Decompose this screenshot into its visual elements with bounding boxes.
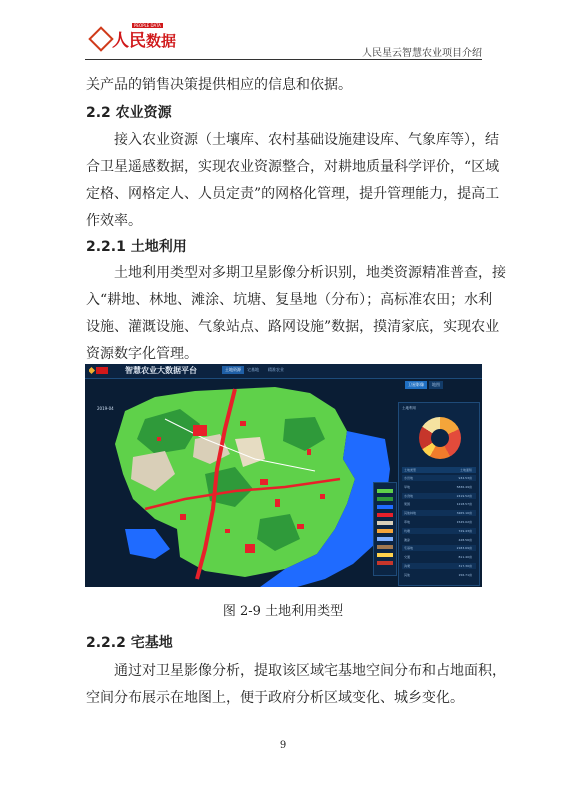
- paragraph-homestead: [86, 658, 506, 712]
- table-cell-area: 428.56亩: [458, 537, 472, 542]
- legend-swatch: [377, 537, 393, 541]
- dashboard-tab: 土地资源: [222, 366, 244, 374]
- table-cell-area: 2419.52亩: [456, 493, 472, 498]
- page-number: 9: [279, 740, 287, 751]
- table-cell-type: 滩涂: [404, 537, 411, 542]
- logo-wordmark: 人民数据: [112, 31, 177, 51]
- header-divider: [85, 59, 482, 60]
- map-date-label: 2019-04: [97, 406, 114, 411]
- dashboard-title: 智慧农业大数据平台: [125, 366, 197, 375]
- table-cell-type: 其他: [404, 572, 411, 577]
- table-cell-type: 草地: [404, 520, 411, 524]
- table-cell-area: 156.71亩: [458, 572, 472, 577]
- table-row: [402, 484, 476, 490]
- legend-swatch: [377, 513, 393, 517]
- legend-swatch: [377, 521, 393, 525]
- table-row: [402, 519, 476, 525]
- text-line: 资源数字化管理。: [86, 346, 198, 362]
- legend-swatch: [377, 505, 393, 509]
- logo-english: PEOPLE DATA: [134, 23, 161, 28]
- legend-swatch: [377, 553, 393, 557]
- table-cell-area: 5836.49亩: [456, 484, 472, 489]
- text-line: 设施、灌溉设施、气象站点、路网设施”数据，摸清家底，实现农业: [86, 319, 500, 335]
- table-header-cell: 土地面积: [459, 468, 472, 472]
- table-row: [402, 493, 476, 499]
- table-cell-type: 沟渠: [404, 564, 411, 568]
- dashboard-tab: 精准农业: [268, 367, 284, 372]
- table-cell-type: 水浇地: [404, 493, 414, 498]
- table-row: [402, 475, 476, 481]
- section-heading-2-2: 2.2 农业资源: [86, 105, 172, 121]
- table-cell-area: 1218.57亩: [456, 502, 472, 507]
- table-cell-type: 坑塘: [404, 528, 411, 533]
- table-row: [402, 554, 476, 560]
- toggle-map: 地图: [429, 381, 443, 389]
- paragraph-continued: 关产品的销售决策提供相应的信息和依据。: [86, 77, 352, 93]
- legend-swatch: [377, 561, 393, 565]
- legend-swatch: [377, 545, 393, 549]
- legend-swatch: [377, 529, 393, 533]
- table-cell-area: 729.43亩: [458, 528, 472, 533]
- dashboard-logo-icon: [89, 366, 109, 375]
- table-row: [402, 528, 476, 534]
- table-header: [402, 467, 476, 473]
- figure-caption: 图 2-9 土地利用类型: [222, 604, 344, 619]
- map-view-toggle: [405, 381, 445, 389]
- text-line: 土地利用类型对多期卫星影像分析识别，地类资源精准普查，接: [114, 265, 506, 281]
- table-row: [402, 537, 476, 543]
- table-cell-type: 旱地: [404, 484, 411, 489]
- land-use-stats-panel: [398, 402, 480, 586]
- table-cell-type: 水田地: [404, 476, 414, 480]
- table-row: [402, 563, 476, 569]
- table-row: [402, 572, 476, 578]
- dashboard-tab: 宅基地: [247, 367, 259, 372]
- header-title: 人民星云智慧农业项目介绍: [362, 48, 482, 59]
- table-cell-type: 宅基地: [404, 546, 414, 551]
- table-cell-type: 其他林地: [404, 511, 417, 516]
- table-row: [402, 510, 476, 516]
- toggle-satellite: 卫星影像: [405, 381, 427, 389]
- table-row: [402, 501, 476, 507]
- section-heading-2-2-1: 2.2.1 土地利用: [86, 239, 187, 255]
- table-cell-type: 交通: [404, 555, 411, 560]
- table-cell-area: 3265.10亩: [456, 511, 472, 516]
- table-cell-area: 1545.02亩: [456, 520, 472, 524]
- logo-mark-icon: [88, 26, 113, 51]
- people-data-logo: [92, 23, 177, 54]
- table-cell-area: 2183.69亩: [456, 546, 472, 551]
- paragraph-agri-resources: [86, 127, 500, 235]
- text-line: 作效率。: [86, 213, 142, 229]
- section-heading-2-2-2: 2.2.2 宅基地: [86, 635, 173, 651]
- dashboard-top-bar: [85, 364, 482, 379]
- paragraph-land-use: [86, 260, 506, 368]
- text-line: 空间分布展示在地图上，便于政府分析区域变化、城乡变化。: [86, 690, 464, 706]
- legend-swatch: [377, 497, 393, 501]
- table-row: [402, 545, 476, 551]
- table-cell-area: 317.30亩: [458, 564, 472, 568]
- text-line: 合卫星遥感数据，实现农业资源整合，对耕地质量科学评价，“区域: [86, 159, 500, 175]
- table-cell-type: 果园: [404, 502, 411, 507]
- legend-swatch: [377, 489, 393, 493]
- text-line: 接入农业资源（土壤库、农村基础设施建设库、气象库等），结: [114, 132, 499, 148]
- table-header-cell: 土地类型: [404, 468, 417, 472]
- table-cell-area: 934.53亩: [458, 476, 472, 480]
- land-use-dashboard-figure: [85, 364, 482, 587]
- panel-title: 土地利用: [402, 406, 416, 410]
- text-line: 通过对卫星影像分析，提取该区域宅基地空间分布和占地面积，: [114, 663, 506, 679]
- map-legend: [373, 482, 397, 576]
- land-use-donut-chart: [419, 417, 461, 459]
- text-line: 入“耕地、林地、滩涂、坑塘、复垦地（分布）；高标准农田；水利: [86, 292, 493, 308]
- table-cell-area: 811.40亩: [458, 555, 472, 560]
- text-line: 定格、网格定人、人员定责”的网格化管理，提升管理能力，提高工: [86, 186, 500, 202]
